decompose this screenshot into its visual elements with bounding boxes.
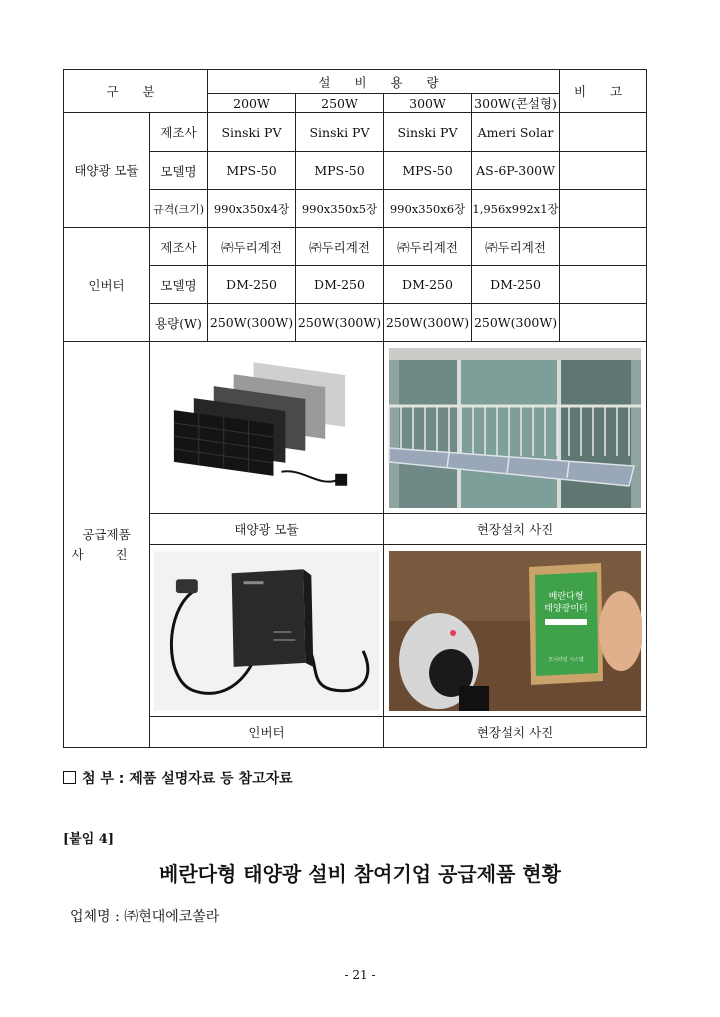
photos-label <box>64 342 150 748</box>
header-capacity: 설 비 용 량 <box>208 70 560 94</box>
caption-installation-1: 현장설치 사진 <box>384 514 647 545</box>
plug-meter-installation-photo <box>388 551 642 711</box>
table-cell: DM-250 <box>296 266 384 304</box>
table-cell: ㈜두리계전 <box>472 228 560 266</box>
group-solar-module: 태양광 모듈 <box>64 113 150 228</box>
remarks-cell <box>560 190 647 228</box>
phone-screen-line1: 베란다형 <box>548 591 584 602</box>
spec-table <box>63 69 647 748</box>
caption-solar-module: 태양광 모듈 <box>150 514 384 545</box>
caption-inverter: 인버터 <box>150 717 384 748</box>
attachment-text: 첨 부 : 제품 설명자료 등 참고자료 <box>82 771 293 787</box>
remarks-cell <box>560 228 647 266</box>
row-label: 제조사 <box>150 228 208 266</box>
capacity-col-2: 250W <box>296 94 384 113</box>
row-label: 모델명 <box>150 152 208 190</box>
table-cell: ㈜두리계전 <box>208 228 296 266</box>
photos-label-line2: 사 진 <box>71 546 142 562</box>
header-category: 구 분 <box>64 70 208 113</box>
table-cell: Sinski PV <box>384 113 472 152</box>
solar-module-photo <box>154 348 379 508</box>
company-name: 업체명 : ㈜현대에코쏠라 <box>70 909 220 925</box>
phone-screen-line3: 모니터링 시스템 <box>548 656 584 663</box>
photo-inverter-cell <box>150 545 384 717</box>
row-label: 제조사 <box>150 113 208 152</box>
table-cell: DM-250 <box>208 266 296 304</box>
header-remarks: 비 고 <box>560 70 647 113</box>
capacity-col-1: 200W <box>208 94 296 113</box>
capacity-col-3: 300W <box>384 94 472 113</box>
table-cell: MPS-50 <box>208 152 296 190</box>
table-cell: Ameri Solar <box>472 113 560 152</box>
table-cell: 990x350x6장 <box>384 190 472 228</box>
remarks-cell <box>560 113 647 152</box>
phone-screen-line2: 태양광미터 <box>544 603 588 614</box>
table-cell: Sinski PV <box>296 113 384 152</box>
table-cell: 990x350x4장 <box>208 190 296 228</box>
table-cell: AS-6P-300W <box>472 152 560 190</box>
table-cell: 250W(300W) <box>208 304 296 342</box>
table-cell: 1,956x992x1장 <box>472 190 560 228</box>
row-label: 모델명 <box>150 266 208 304</box>
photo-installation-2-cell <box>384 545 647 717</box>
reference-label: [붙임 4] <box>63 832 114 847</box>
caption-installation-2: 현장설치 사진 <box>384 717 647 748</box>
table-cell: DM-250 <box>384 266 472 304</box>
group-inverter: 인버터 <box>64 228 150 342</box>
photo-solar-module-cell <box>150 342 384 514</box>
table-cell: 250W(300W) <box>384 304 472 342</box>
photos-label-line1: 공급제품 <box>82 526 131 542</box>
inverter-photo <box>154 551 379 711</box>
table-cell: ㈜두리계전 <box>384 228 472 266</box>
table-cell: ㈜두리계전 <box>296 228 384 266</box>
remarks-cell <box>560 152 647 190</box>
attachment-note <box>63 768 293 788</box>
row-label: 규격(크기) <box>150 190 208 228</box>
table-cell: Sinski PV <box>208 113 296 152</box>
table-cell: DM-250 <box>472 266 560 304</box>
checkbox-square-icon <box>63 771 76 784</box>
photo-installation-1-cell <box>384 342 647 514</box>
table-cell: MPS-50 <box>384 152 472 190</box>
page-number: - 21 - <box>344 968 376 982</box>
balcony-installation-photo <box>388 348 642 508</box>
remarks-cell <box>560 304 647 342</box>
page-title: 베란다형 태양광 설비 참여기업 공급제품 현황 <box>159 862 561 886</box>
capacity-col-4: 300W(콘설형) <box>472 94 560 113</box>
row-label: 용량(W) <box>150 304 208 342</box>
table-cell: 250W(300W) <box>472 304 560 342</box>
table-cell: 250W(300W) <box>296 304 384 342</box>
remarks-cell <box>560 266 647 304</box>
table-cell: 990x350x5장 <box>296 190 384 228</box>
table-cell: MPS-50 <box>296 152 384 190</box>
